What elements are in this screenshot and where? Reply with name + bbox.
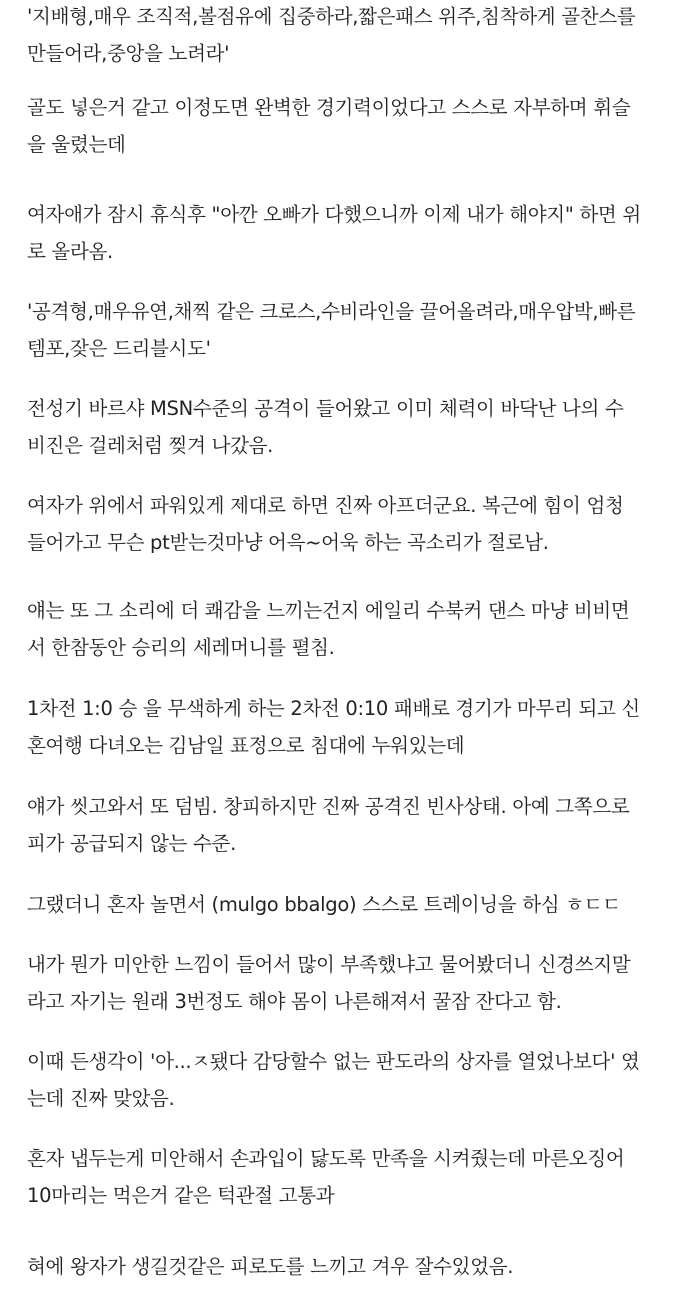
text-line: 들어가고 무슨 pt받는것마냥 어윽~어욱 하는 곡소리가 절로남.	[27, 531, 549, 554]
paragraph	[27, 690, 640, 764]
paragraph	[27, 788, 629, 862]
paragraph	[27, 487, 624, 561]
text-line: 비진은 걸레처럼 찢겨 나갔음.	[27, 434, 274, 457]
text-line: 여자가 위에서 파워있게 제대로 하면 진짜 아프더군요. 복근에 힘이 엄청	[27, 494, 624, 517]
text-line: 얘가 씻고와서 또 덤빔. 창피하지만 진짜 공격진 빈사상태. 아예 그쪽으로	[27, 795, 630, 818]
text-line: 1차전 1:0 승 을 무색하게 하는 2차전 0:10 패배로 경기가 마무리 되고 신	[27, 697, 640, 720]
paragraph	[27, 886, 621, 923]
text-line: 만들어라,중앙을 노려라'	[27, 42, 230, 65]
text-line: 을 울렸는데	[27, 133, 126, 156]
paragraph	[27, 592, 629, 666]
text-line: 라고 자기는 원래 3번정도 해야 몸이 나른해져서 꿀잠 잔다고 함.	[27, 990, 562, 1013]
text-line: '지배형,매우 조직적,볼점유에 집중하라,짧은패스 위주,침착하게 골찬스를	[27, 5, 636, 28]
text-line: 서 한참동안 승리의 세레머니를 펼침.	[27, 636, 335, 659]
paragraph	[27, 390, 623, 464]
text-line: 내가 뭔가 미안한 느낌이 들어서 많이 부족했냐고 물어봤더니 신경쓰지말	[27, 953, 631, 976]
text-line: 얘는 또 그 소리에 더 쾌감을 느끼는건지 에일리 수북커 댄스 마냥 비비면	[27, 599, 630, 622]
paragraph	[27, 0, 635, 72]
text-line: 는데 진짜 맞았음.	[27, 1087, 175, 1110]
paragraph	[27, 1043, 640, 1117]
text-line: 혼자 냅두는게 미안해서 손과입이 닳도록 만족을 시켜줬는데 마른오징어	[27, 1147, 625, 1170]
paragraph	[27, 89, 630, 163]
text-line: 전성기 바르샤 MSN수준의 공격이 들어왔고 이미 체력이 바닥난 나의 수	[27, 397, 624, 420]
paragraph	[27, 196, 641, 270]
text-line: 혼여행 다녀오는 김남일 표정으로 침대에 누워있는데	[27, 734, 465, 757]
text-line: 이때 든생각이 '아...ㅈ됐다 감당할수 없는 판도라의 상자를 열었나보다' 였	[27, 1050, 640, 1073]
text-line: 혀에 왕자가 생길것같은 피로도를 느끼고 겨우 잘수있었음.	[27, 1255, 514, 1278]
paragraph	[27, 1140, 624, 1214]
text-line: 10마리는 먹은거 같은 턱관절 고통과	[27, 1184, 335, 1207]
text-line: 템포,잦은 드리블시도'	[27, 337, 211, 360]
paragraph	[27, 1248, 513, 1285]
paragraph	[27, 946, 630, 1020]
text-line: 그랬더니 혼자 놀면서 (mulgo bbalgo) 스스로 트레이닝을 하심 ㅎㄷㄷ	[27, 893, 621, 916]
text-line: 골도 넣은거 같고 이정도면 완벽한 경기력이었다고 스스로 자부하며 휘슬	[27, 96, 631, 119]
text-line: 피가 공급되지 않는 수준.	[27, 832, 236, 855]
text-line: '공격형,매우유연,채찍 같은 크로스,수비라인을 끌어올려라,매우압박,빠른	[27, 300, 636, 323]
paragraph	[27, 293, 635, 367]
text-line: 로 올라옴.	[27, 240, 113, 263]
text-line: 여자애가 잠시 휴식후 "아깐 오빠가 다했으니까 이제 내가 해야지" 하면 위	[27, 203, 641, 226]
